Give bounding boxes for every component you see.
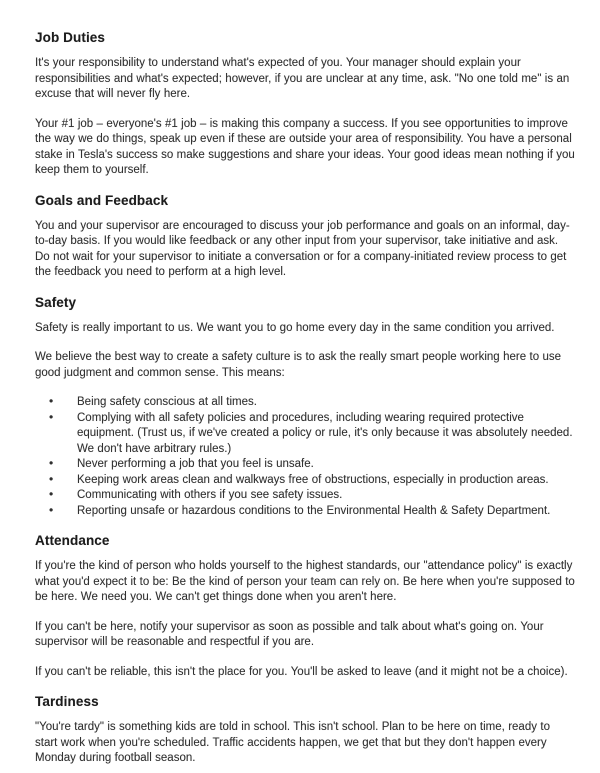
section (35, 30, 575, 179)
section (35, 533, 575, 680)
paragraph: You and your supervisor are encouraged to discuss your job performance and goals on an informal, day-to-day basis. If you would like feedback or any other input from your supervisor, take initiative and ask. Do not wait for your supervisor to initiate a conversation or for a company-initiated review process to get the feedback you need to perform at a high level. (35, 219, 570, 278)
bullet-item: • Communicating with others if you see safety issues. (49, 488, 575, 504)
bullet-item: • Never performing a job that you feel is unsafe. (49, 457, 575, 473)
bullet-item: • Reporting unsafe or hazardous conditions to the Environmental Health & Safety Department. (49, 504, 575, 520)
section-heading: Goals and Feedback (35, 192, 169, 208)
section (35, 694, 575, 767)
paragraph: If you're the kind of person who holds yourself to the highest standards, our "attendance policy" is exactly what you'd expect it to be: Be the kind of person your team can rely on. Be here when you're supposed to be here. We need you. We can't get things done when you aren't here. (35, 560, 575, 603)
bullet-item: • Being safety conscious at all times. (49, 395, 575, 411)
paragraph: Your #1 job – everyone's #1 job – is making this company a success. If you see opportunities to improve the way we do things, speak up even if these are outside your area of responsibility. You have a personal stake in Tesla's success so make suggestions and share your ideas. Your good ideas mean nothing if you keep them to yourself. (35, 117, 575, 176)
paragraph: "You're tardy" is something kids are told in school. This isn't school. Plan to be here on time, ready to start work when you're scheduled. Traffic accidents happen, we get that but they don't happen every Monday during football season. (35, 721, 550, 764)
paragraph: We believe the best way to create a safety culture is to ask the really smart people working here to use good judgment and common sense. This means: (35, 351, 562, 379)
paragraph: It's your responsibility to understand what's expected of you. Your manager should explain your responsibilities and what's expected; however, if you are unclear at any time, ask. "No one told me" is an excuse that will never fly here. (35, 57, 570, 100)
paragraph: Safety is really important to us. We want you to go home every day in the same condition you arrived. (35, 321, 555, 334)
bullet-item: • Keeping work areas clean and walkways free of obstructions, especially in production areas. (49, 473, 575, 489)
paragraph: If you can't be here, notify your supervisor as soon as possible and talk about what's going on. Your supervisor will be reasonable and respectful if you are. (35, 620, 544, 648)
bullet-item: • Complying with all safety policies and procedures, including wearing required protective equipment. (Trust us, if we've created a policy or rule, it's only because it was absolutely needed. We don't have arbitrary rules.) (49, 411, 575, 458)
section-heading: Tardiness (35, 694, 99, 709)
section (35, 295, 575, 520)
section (35, 193, 575, 281)
section-heading: Attendance (35, 533, 110, 548)
section-heading: Safety (35, 294, 77, 310)
bullet-list (35, 395, 575, 519)
document-sections (35, 30, 575, 767)
section-heading: Job Duties (35, 30, 106, 45)
paragraph: If you can't be reliable, this isn't the place for you. You'll be asked to leave (and it might not be a choice). (35, 665, 568, 678)
